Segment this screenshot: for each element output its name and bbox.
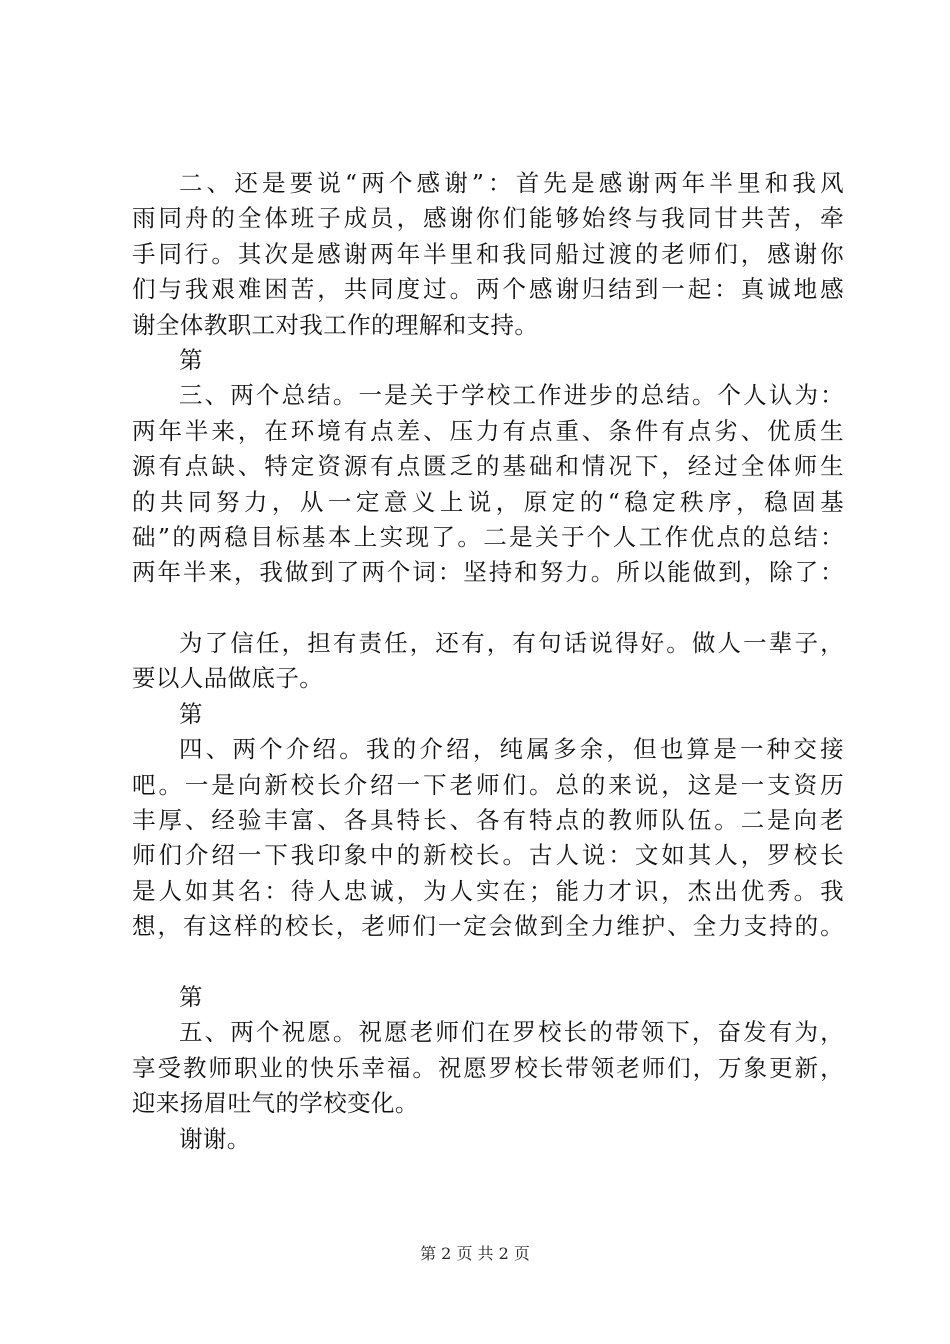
- paragraph-5-line-2: 享受教师职业的快乐幸福。祝愿罗校长带领老师们，万象更新，: [132, 1053, 844, 1082]
- paragraph-3b-line-2: 要以人品做底子。: [132, 664, 324, 693]
- section-marker-3: 第: [179, 345, 203, 374]
- paragraph-2-line-5: 谢全体教职工对我工作的理解和支持。: [132, 310, 539, 339]
- paragraph-3-line-5: 础”的两稳目标基本上实现了。二是关于个人工作优点的总结：: [132, 522, 844, 551]
- paragraph-2-line-4: 们与我艰难困苦，共同度过。两个感谢归结到一起：真诚地感: [132, 275, 844, 304]
- paragraph-3-line-4: 的共同努力，从一定意义上说，原定的“稳定秩序，稳固基: [132, 487, 844, 516]
- section-marker-4: 第: [179, 699, 203, 728]
- paragraph-3-line-6: 两年半来，我做到了两个词：坚持和努力。所以能做到，除了：: [132, 558, 844, 587]
- paragraph-4-line-5: 是人如其名：待人忠诚，为人实在；能力才识，杰出优秀。我: [132, 876, 844, 905]
- paragraph-5-line-3: 迎来扬眉吐气的学校变化。: [132, 1089, 419, 1118]
- page-footer: 第 2 页 共 2 页: [420, 1244, 530, 1263]
- paragraph-4-line-3: 丰厚、经验丰富、各具特长、各有特点的教师队伍。二是向老: [132, 806, 844, 835]
- paragraph-5-line-1: 五、两个祝愿。祝愿老师们在罗校长的带领下，奋发有为，: [179, 1018, 844, 1047]
- paragraph-4-line-6: 想，有这样的校长，老师们一定会做到全力维护、全力支持的。: [132, 912, 844, 941]
- paragraph-3-line-1: 三、两个总结。一是关于学校工作进步的总结。个人认为：: [179, 381, 844, 410]
- paragraph-3b-line-1: 为了信任，担有责任，还有，有句话说得好。做人一辈子，: [179, 629, 844, 658]
- paragraph-4-line-2: 吧。一是向新校长介绍一下老师们。总的来说，这是一支资历: [132, 770, 844, 799]
- paragraph-4-line-4: 师们介绍一下我印象中的新校长。古人说：文如其人，罗校长: [132, 841, 844, 870]
- section-marker-5: 第: [179, 982, 203, 1011]
- paragraph-3-line-3: 源有点缺、特定资源有点匮乏的基础和情况下，经过全体师生: [132, 452, 844, 481]
- paragraph-2-line-1: 二、还是要说“两个感谢”：首先是感谢两年半里和我风: [179, 169, 844, 197]
- paragraph-gap: [132, 591, 844, 626]
- paragraph-2-line-2: 雨同舟的全体班子成员，感谢你们能够始终与我同甘共苦，牵: [132, 204, 844, 233]
- paragraph-4-line-1: 四、两个介绍。我的介绍，纯属多余，但也算是一种交接: [179, 735, 844, 764]
- paragraph-2-line-3: 手同行。其次是感谢两年半里和我同船过渡的老师们，感谢你: [132, 239, 844, 268]
- paragraph-gap: [132, 945, 844, 980]
- paragraph-3-line-2: 两年半来，在环境有点差、压力有点重、条件有点劣、优质生: [132, 416, 844, 445]
- document-body: [132, 166, 844, 1157]
- closing-thanks: 谢谢。: [179, 1124, 251, 1153]
